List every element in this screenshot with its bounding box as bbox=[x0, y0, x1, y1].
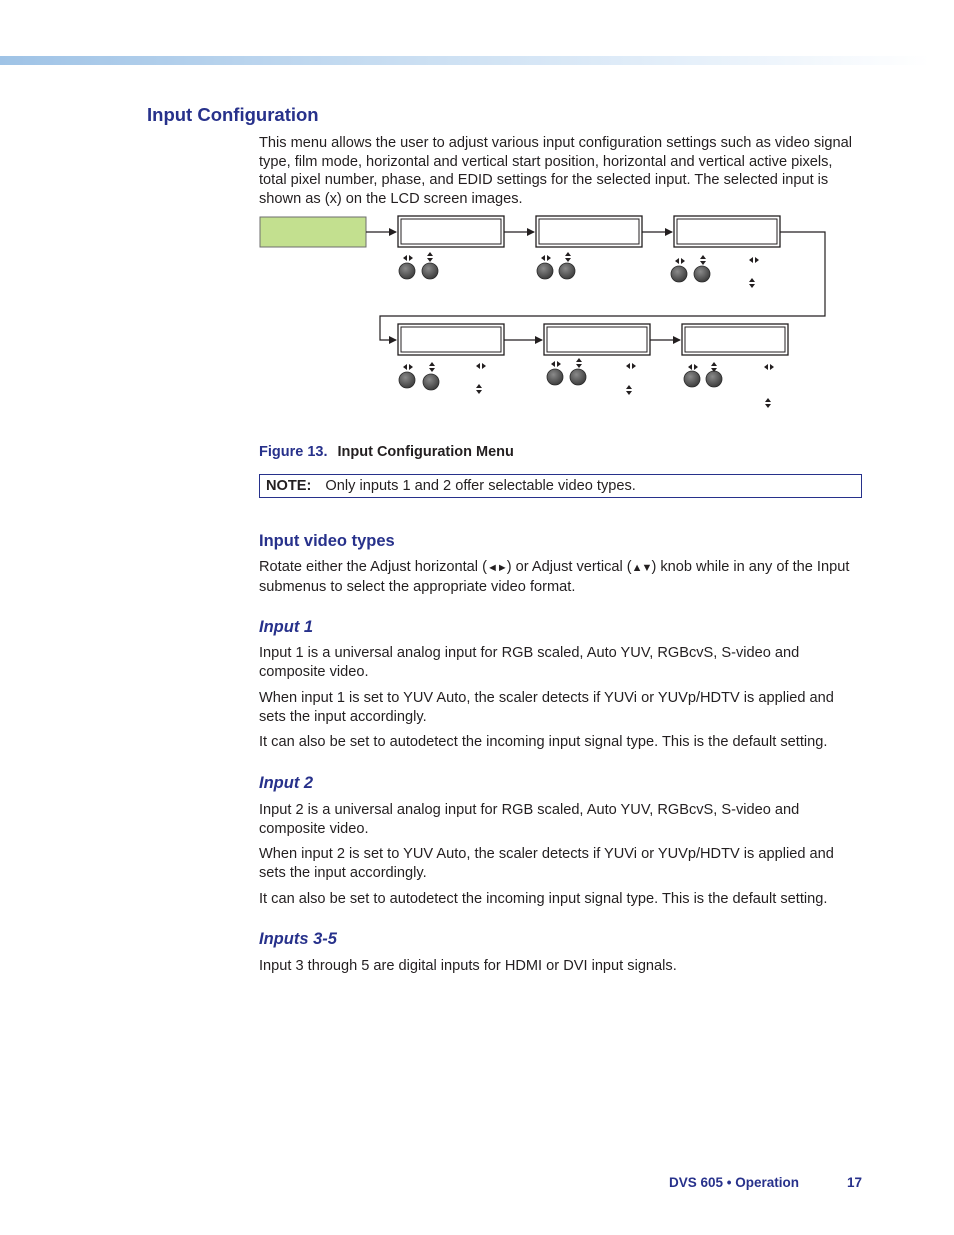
footer-page-number: 17 bbox=[847, 1175, 863, 1190]
intro-paragraph: This menu allows the user to adjust various input configuration settings such as video signal type, film mode, horizontal and vertical start position, horizontal and vertical active pixels, total pixel number, phase, and EDID settings for the selected input. The selected input is shown as (x) on the LCD screen images. bbox=[259, 135, 852, 207]
lcd-screen-3 bbox=[674, 216, 780, 247]
lcd-screen-5 bbox=[544, 324, 650, 355]
note-box bbox=[259, 474, 862, 498]
lcd-screen-6 bbox=[682, 324, 788, 355]
figure-caption bbox=[259, 444, 514, 460]
input1-heading: Input 1 bbox=[259, 618, 314, 636]
input2-heading: Input 2 bbox=[259, 774, 314, 792]
knob-pair-6 bbox=[684, 371, 722, 387]
main-menu-box bbox=[260, 217, 366, 247]
input-config-menu-diagram bbox=[0, 0, 954, 440]
input1-paragraph-1: Input 1 is a universal analog input for RGB scaled, Auto YUV, RGBcvS, S-video and composite video. bbox=[259, 645, 800, 680]
inputs35-paragraph: Input 3 through 5 are digital inputs for HDMI or DVI input signals. bbox=[259, 958, 677, 974]
input2-paragraph-1: Input 2 is a universal analog input for RGB scaled, Auto YUV, RGBcvS, S-video and composite video. bbox=[259, 802, 800, 837]
figure-title: Input Configuration Menu bbox=[337, 444, 514, 460]
knob-pair-3 bbox=[671, 266, 710, 282]
input2-paragraph-3: It can also be set to autodetect the incoming input signal type. This is the default setting. bbox=[259, 891, 828, 907]
knob-pair-5 bbox=[547, 369, 586, 385]
input2-paragraph-2: When input 2 is set to YUV Auto, the scaler detects if YUVi or YUVp/HDTV is applied and sets the input accordingly. bbox=[259, 846, 834, 881]
video-types-paragraph bbox=[259, 558, 864, 596]
knob-pair-4 bbox=[399, 372, 439, 390]
video-types-text-a: Rotate either the Adjust horizontal ( bbox=[259, 559, 487, 575]
knob-pair-1 bbox=[399, 263, 438, 279]
lcd-screen-1 bbox=[398, 216, 504, 247]
input1-paragraph-3: It can also be set to autodetect the incoming input signal type. This is the default setting. bbox=[259, 734, 828, 750]
input1-paragraph-2: When input 1 is set to YUV Auto, the scaler detects if YUVi or YUVp/HDTV is applied and sets the input accordingly. bbox=[259, 690, 834, 725]
video-types-text-b: ) or Adjust vertical ( bbox=[506, 559, 632, 575]
video-types-heading: Input video types bbox=[259, 532, 395, 550]
video-types-text-c: ) knob while in any of the Input submenus to select the appropriate video format. bbox=[259, 559, 850, 595]
lcd-screen-2 bbox=[536, 216, 642, 247]
figure-number: Figure 13. bbox=[259, 444, 328, 460]
inputs35-heading: Inputs 3-5 bbox=[259, 930, 337, 948]
horizontal-adjust-icon: ◄► bbox=[486, 562, 507, 574]
knob-pair-2 bbox=[537, 263, 575, 279]
note-text: Only inputs 1 and 2 offer selectable video types. bbox=[325, 478, 636, 494]
lcd-screen-4 bbox=[398, 324, 504, 355]
note-label: NOTE: bbox=[266, 478, 312, 494]
section-title: Input Configuration bbox=[147, 104, 319, 125]
vertical-adjust-icon: ▲▼ bbox=[631, 562, 652, 574]
footer-doc-title: DVS 605 • Operation bbox=[669, 1175, 800, 1190]
